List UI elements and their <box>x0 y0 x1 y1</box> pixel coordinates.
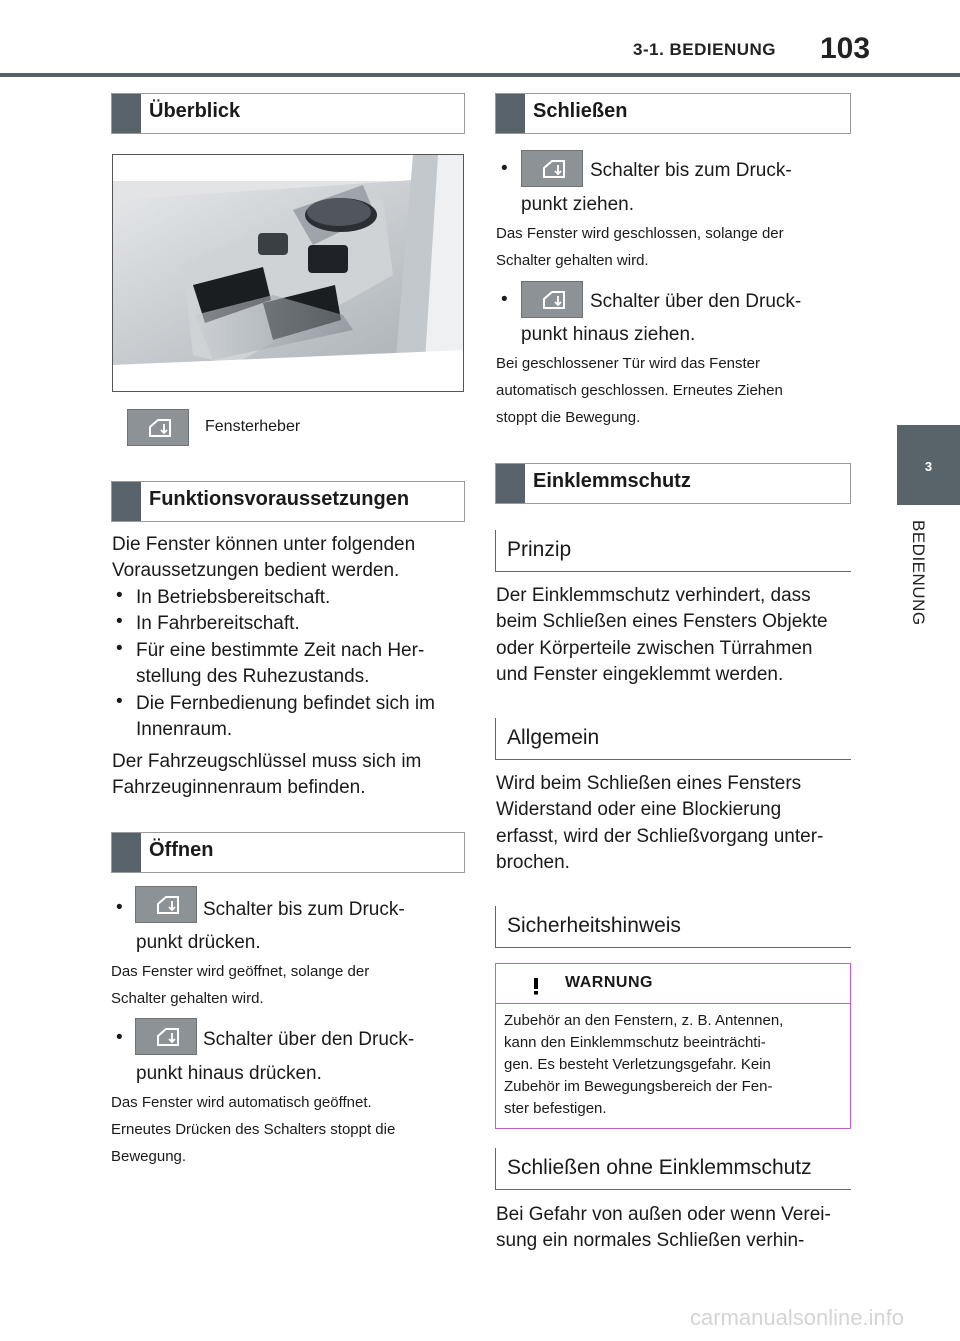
section-header-oeffnen <box>111 832 465 873</box>
bullet: • <box>116 638 123 659</box>
warning-line-4: Zubehör im Bewegungsbereich der Fen- <box>504 1078 773 1095</box>
funktion-bullet-3: Für eine bestimmte Zeit nach Her- <box>136 640 425 661</box>
prinzip-line-1: Der Einklemmschutz verhindert, dass <box>496 585 811 606</box>
window-switch-icon <box>135 886 197 923</box>
bullet: • <box>501 158 508 179</box>
subheader-ohne-einklemmschutz <box>495 1148 851 1190</box>
warning-line-3: gen. Es besteht Verletzungsgefahr. Kein <box>504 1056 771 1073</box>
oeffnen-note1-line1: Das Fenster wird geöffnet, solange der <box>111 963 370 980</box>
prinzip-line-2: beim Schließen eines Fensters Objekte <box>496 611 828 632</box>
funktion-outro-1: Der Fahrzeugschlüssel muss sich im <box>112 751 422 772</box>
chapter-tab: 3 <box>897 425 960 505</box>
funktion-intro-1: Die Fenster können unter folgenden <box>112 534 416 555</box>
section-header-bar <box>112 833 141 872</box>
oeffnen-note2-line2: Erneutes Drücken des Schalters stoppt die <box>111 1121 396 1138</box>
section-header-bar <box>496 464 525 503</box>
subheader-sicherheit <box>495 906 851 948</box>
oeffnen-item2-line2: punkt hinaus drücken. <box>136 1063 322 1084</box>
warning-icon <box>521 970 551 997</box>
oeffnen-item2-line1: Schalter über den Druck- <box>203 1029 415 1050</box>
funktion-bullet-3-cont: stellung des Ruhezustands. <box>136 666 370 687</box>
window-switch-symbol <box>522 151 584 188</box>
schliessen-note1-line1: Das Fenster wird geschlossen, solange der <box>496 225 784 242</box>
warning-title: WARNUNG <box>565 974 653 991</box>
warning-body <box>504 1010 844 1120</box>
section-header-bar <box>112 482 141 521</box>
schliessen-item1-line1: Schalter bis zum Druck- <box>590 160 792 181</box>
bullet: • <box>116 611 123 632</box>
watermark: carmanualsonline.info <box>690 1305 905 1330</box>
prinzip-line-4: und Fenster eingeklemmt werden. <box>496 664 784 685</box>
schliessen-item2-line1: Schalter über den Druck- <box>590 291 802 312</box>
schliessen-note2-line2: automatisch geschlossen. Erneutes Ziehen <box>496 382 783 399</box>
funktion-bullet-1: In Betriebsbereitschaft. <box>136 587 331 608</box>
ohne-line-1: Bei Gefahr von außen oder wenn Verei- <box>496 1204 831 1225</box>
section-header-bar <box>496 94 525 133</box>
section-header-funktion <box>111 481 465 522</box>
subheader-title: Schließen ohne Einklemmschutz <box>507 1156 812 1179</box>
subheader-title: Sicherheitshinweis <box>507 914 681 937</box>
allgemein-line-2: Widerstand oder eine Blockierung <box>496 799 782 820</box>
warning-line-5: ster befestigen. <box>504 1100 607 1117</box>
door-panel-illustration <box>113 155 464 392</box>
window-switch-photo <box>112 154 464 392</box>
funktion-bullet-4-cont: Innenraum. <box>136 719 233 740</box>
funktion-intro-2: Voraussetzungen bedient werden. <box>112 560 400 581</box>
warning-header <box>496 964 850 1004</box>
bullet: • <box>116 1027 123 1048</box>
running-header-section: 3-1. BEDIENUNG <box>633 40 777 59</box>
subheader-title: Allgemein <box>507 726 600 749</box>
window-switch-symbol <box>136 1019 198 1056</box>
subheader-allgemein <box>495 718 851 760</box>
schliessen-note2-line1: Bei geschlossener Tür wird das Fenster <box>496 355 761 372</box>
bullet: • <box>116 897 123 918</box>
allgemein-line-1: Wird beim Schließen eines Fensters <box>496 773 802 794</box>
window-switch-icon <box>521 150 583 187</box>
section-header-schliessen <box>495 93 851 134</box>
section-title: Öffnen <box>149 839 214 861</box>
funktion-bullet-4: Die Fernbedienung befindet sich im <box>136 693 435 714</box>
oeffnen-note2-line1: Das Fenster wird automatisch geöffnet. <box>111 1094 372 1111</box>
legend-label: Fensterheber <box>205 418 301 435</box>
allgemein-line-4: brochen. <box>496 852 570 873</box>
section-header-ueberblick <box>111 93 465 134</box>
window-switch-symbol <box>522 282 584 319</box>
schliessen-note1-line2: Schalter gehalten wird. <box>496 252 649 269</box>
chapter-label: BEDIENUNG <box>909 520 928 626</box>
warning-line-2: kann den Einklemmschutz beeinträchti- <box>504 1034 766 1051</box>
funktion-outro-2: Fahrzeuginnenraum befinden. <box>112 777 366 798</box>
schliessen-note2-line3: stoppt die Bewegung. <box>496 409 641 426</box>
ohne-line-2: sung ein normales Schließen verhin- <box>496 1230 805 1251</box>
section-header-einklemm <box>495 463 851 504</box>
section-title: Schließen <box>533 100 628 122</box>
window-switch-icon <box>127 409 189 446</box>
subheader-title: Prinzip <box>507 538 572 561</box>
funktion-bullet-2: In Fahrbereitschaft. <box>136 613 300 634</box>
warning-box <box>495 963 851 1129</box>
bullet: • <box>501 289 508 310</box>
subheader-prinzip <box>495 530 851 572</box>
section-header-bar <box>112 94 141 133</box>
window-switch-symbol <box>136 887 198 924</box>
oeffnen-item1-line2: punkt drücken. <box>136 932 261 953</box>
bullet: • <box>116 691 123 712</box>
header-rule <box>0 73 960 77</box>
section-title: Überblick <box>149 100 241 122</box>
bullet: • <box>116 585 123 606</box>
oeffnen-item1-line1: Schalter bis zum Druck- <box>203 899 405 920</box>
allgemein-line-3: erfasst, wird der Schließvorgang unter- <box>496 826 824 847</box>
section-title: Einklemmschutz <box>533 470 691 492</box>
warning-line-1: Zubehör an den Fenstern, z. B. Antennen, <box>504 1012 784 1029</box>
oeffnen-note1-line2: Schalter gehalten wird. <box>111 990 264 1007</box>
schliessen-item2-line2: punkt hinaus ziehen. <box>521 324 696 345</box>
window-switch-icon <box>135 1018 197 1055</box>
schliessen-item1-line2: punkt ziehen. <box>521 194 635 215</box>
page-number: 103 <box>820 32 871 65</box>
window-switch-symbol <box>128 410 190 447</box>
window-switch-icon <box>521 281 583 318</box>
prinzip-line-3: oder Körperteile zwischen Türrahmen <box>496 638 813 659</box>
section-title: Funktionsvoraussetzungen <box>149 488 410 510</box>
oeffnen-note2-line3: Bewegung. <box>111 1148 187 1165</box>
